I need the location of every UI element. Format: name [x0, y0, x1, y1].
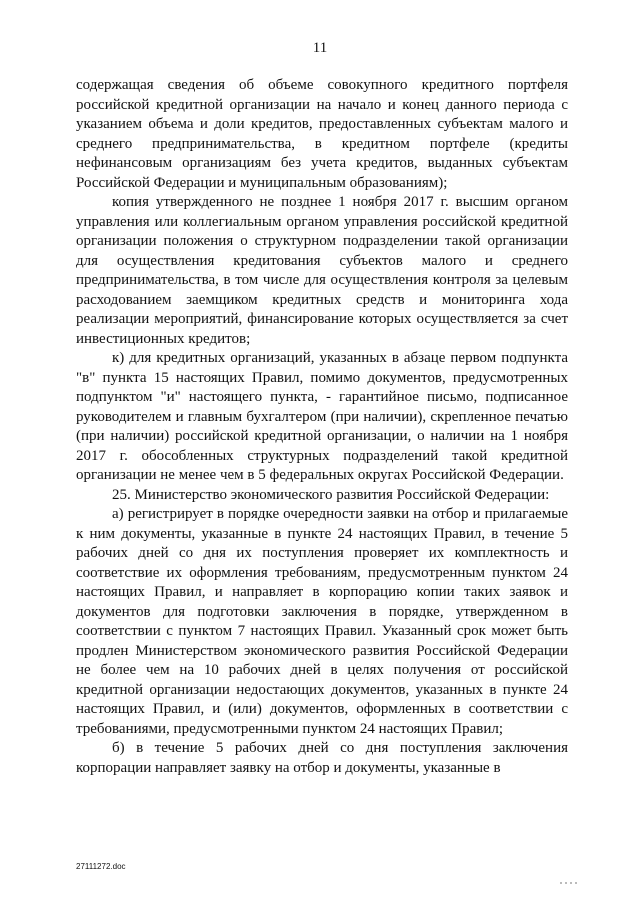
document-body [76, 76, 568, 778]
paragraph-item-a: а) регистрирует в порядке очередности заявки на отбор и прилагаемые к ним документы, указанные в пункте 24 настоящих Правил, в течение 5 рабочих дней со дня их поступления проверяет их комплектность и соответствие их оформления требованиям, предусмотренным пунктом 24 настоящих Правил, и направляет в корпорацию копии таких заявок и документов для подготовки заключения в порядке, утвержденном в соответствии с пунктом 7 настоящих Правил. Указанный срок может быть продлен Министерством экономического развития Российской Федерации не более чем на 10 рабочих дней в целях получения от российской кредитной организации недостающих документов, указанных в пункте 24 настоящих Правил, и (или) документов, оформленных в соответствии с требованиями, предусмотренными пунктом 24 настоящих Правил; [76, 506, 568, 737]
paragraph-regulation-copy: копия утвержденного не позднее 1 ноября 2017 г. высшим органом управления или коллегиальным органом управления российской кредитной организации положения о структурном подразделении такой организации для осуществления кредитования субъектов малого и среднего предпринимательства, в том числе для осуществления контроля за целевым расходованием заемщиком кредитных средств и мониторинга хода реализации мероприятий, финансирование которых осуществляется за счет инвестиционных кредитов; [76, 194, 568, 347]
scan-artifact [560, 882, 578, 884]
paragraph-item-k: к) для кредитных организаций, указанных в абзаце первом подпункта "в" пункта 15 настоящих Правил, помимо документов, предусмотренных подпунктом "и" настоящего пункта, - гарантийное письмо, подписанное руководителем и главным бухгалтером (при наличии), скрепленное печатью (при наличии) российской кредитной организации, о наличии на 1 ноября 2017 г. обособленных структурных подразделений такой кредитной организации не менее чем в 5 федеральных округах Российской Федерации. [76, 350, 568, 483]
paragraph-portfolio-info: содержащая сведения об объеме совокупного кредитного портфеля российской кредитной организации на начало и конец данного периода с указанием объема и доли кредитов, предоставленных субъектам малого и среднего предпринимательства, в кредитном портфеле (кредиты нефинансовым организациям без учета кредитов, выданных субъектам Российской Федерации и муниципальным образованиям); [76, 77, 568, 191]
page-number: 11 [312, 40, 328, 56]
footer-file-code: 27111272.doc [76, 862, 126, 871]
paragraph-item-b: б) в течение 5 рабочих дней со дня поступления заключения корпорации направляет заявку на отбор и документы, указанные в [76, 740, 568, 776]
paragraph-section-25: 25. Министерство экономического развития Российской Федерации: [112, 486, 550, 503]
